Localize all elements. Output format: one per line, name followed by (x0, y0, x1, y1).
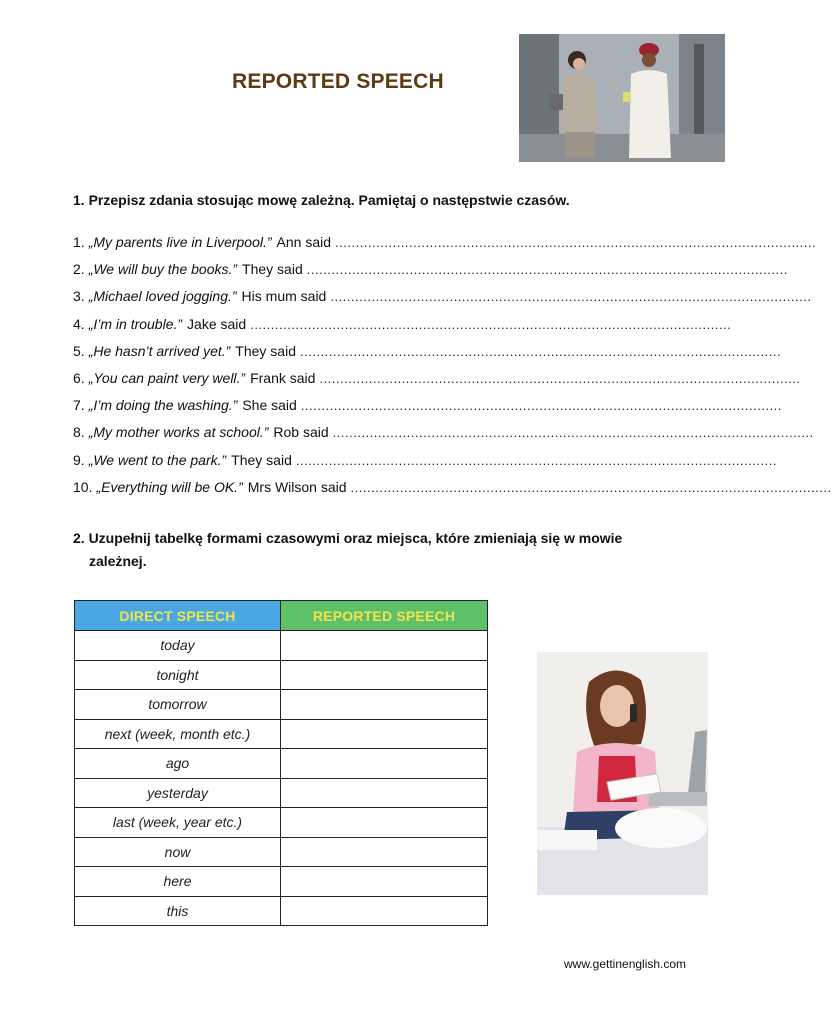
answer-line[interactable]: ..................................................................................................................... (300, 343, 782, 359)
column-header-reported-speech: REPORTED SPEECH (281, 601, 488, 631)
item-speaker: They said (235, 342, 296, 359)
table-row (75, 808, 488, 838)
item-speaker: Ann said (276, 234, 332, 250)
item-quote: „We went to the park.” (88, 451, 227, 468)
table-row (75, 867, 488, 897)
item-number: 3. (73, 288, 85, 305)
direct-speech-cell: tomorrow (75, 690, 281, 720)
item-number: 8. (73, 424, 85, 441)
list-item (73, 313, 732, 340)
item-speaker: They said (242, 261, 303, 278)
list-item (73, 285, 812, 312)
item-quote: „Michael loved jogging.” (88, 288, 237, 305)
answer-line[interactable]: ..................................................................................................................... (335, 235, 817, 250)
direct-speech-cell: tonight (75, 660, 281, 690)
list-item (73, 476, 832, 503)
item-quote: „My parents live in Liverpool.” (88, 234, 272, 250)
item-quote: „I’m doing the washing.” (88, 397, 238, 414)
table-row (75, 778, 488, 808)
list-item (73, 421, 814, 448)
answer-line[interactable]: ..................................................................................................................... (306, 262, 788, 278)
direct-speech-cell: ago (75, 749, 281, 779)
reported-speech-answer-cell[interactable] (281, 896, 488, 926)
exercise-1-heading: 1. Przepisz zdania stosując mowę zależną. Pamiętaj o następstwie czasów. (73, 192, 570, 208)
item-speaker: His mum said (241, 288, 327, 305)
direct-speech-cell: yesterday (75, 778, 281, 808)
table-row (75, 837, 488, 867)
item-quote: „You can paint very well.” (88, 369, 246, 386)
direct-speech-cell: now (75, 837, 281, 867)
item-speaker: She said (242, 397, 297, 414)
reported-speech-answer-cell[interactable] (281, 837, 488, 867)
list-item (73, 231, 817, 258)
item-quote: „Everything will be OK.” (96, 478, 243, 495)
exercise-2-heading (73, 527, 693, 573)
item-quote: „We will buy the books.” (88, 261, 238, 278)
table-row (75, 896, 488, 926)
list-item (73, 367, 801, 394)
item-speaker: Mrs Wilson said (247, 478, 347, 495)
item-quote: „My mother works at school.” (88, 424, 269, 441)
list-item (73, 394, 782, 421)
table-row (75, 690, 488, 720)
exercise-2-heading-line1: 2. Uzupełnij tabelkę formami czasowymi oraz miejsca, które zmieniają się w mowie (73, 530, 623, 546)
table-row (75, 660, 488, 690)
direct-speech-cell: today (75, 631, 281, 661)
list-item (73, 449, 777, 476)
reported-speech-answer-cell[interactable] (281, 631, 488, 661)
direct-speech-cell: here (75, 867, 281, 897)
reported-speech-answer-cell[interactable] (281, 808, 488, 838)
item-speaker: Jake said (187, 315, 247, 332)
item-number: 6. (73, 369, 85, 386)
direct-speech-cell: this (75, 896, 281, 926)
list-item (73, 258, 788, 285)
item-number: 1. (73, 234, 85, 250)
list-item (73, 340, 782, 367)
item-number: 5. (73, 342, 85, 359)
item-number: 9. (73, 451, 85, 468)
woman-on-phone-illustration (537, 652, 708, 895)
reported-speech-answer-cell[interactable] (281, 749, 488, 779)
column-header-direct-speech: DIRECT SPEECH (75, 601, 281, 631)
table-header-row (75, 601, 488, 631)
answer-line[interactable]: ..................................................................................................................... (332, 425, 814, 441)
answer-line[interactable]: ..................................................................................................................... (295, 452, 777, 468)
direct-speech-cell: last (week, year etc.) (75, 808, 281, 838)
photo-woman-on-phone (537, 652, 708, 895)
item-number: 10. (73, 478, 93, 495)
answer-line[interactable]: ..................................................................................................................... (350, 479, 832, 495)
answer-line[interactable]: ..................................................................................................................... (300, 398, 782, 414)
table-row (75, 749, 488, 779)
table-row (75, 719, 488, 749)
answer-line[interactable]: ..................................................................................................................... (330, 289, 812, 305)
reported-speech-answer-cell[interactable] (281, 778, 488, 808)
footer-url: www.gettinenglish.com (564, 957, 687, 971)
table-row (75, 631, 488, 661)
item-quote: „I’m in trouble.” (88, 315, 183, 332)
page-title: REPORTED SPEECH (232, 70, 444, 93)
reported-speech-answer-cell[interactable] (281, 660, 488, 690)
answer-line[interactable]: ..................................................................................................................... (250, 316, 732, 332)
speech-conversion-table (74, 600, 488, 926)
item-number: 2. (73, 261, 85, 278)
reported-speech-answer-cell[interactable] (281, 719, 488, 749)
item-number: 4. (73, 315, 85, 332)
answer-line[interactable]: ..................................................................................................................... (319, 370, 801, 386)
women-walking-illustration (519, 34, 725, 162)
item-quote: „He hasn’t arrived yet.” (88, 342, 231, 359)
exercise-2-heading-line2: zależnej. (89, 553, 147, 569)
direct-speech-cell: next (week, month etc.) (75, 719, 281, 749)
item-number: 7. (73, 397, 85, 414)
item-speaker: Frank said (250, 369, 316, 386)
item-speaker: Rob said (273, 424, 329, 441)
exercise-1-list (73, 231, 832, 503)
reported-speech-answer-cell[interactable] (281, 867, 488, 897)
reported-speech-answer-cell[interactable] (281, 690, 488, 720)
item-speaker: They said (231, 451, 292, 468)
photo-women-walking (519, 34, 725, 162)
